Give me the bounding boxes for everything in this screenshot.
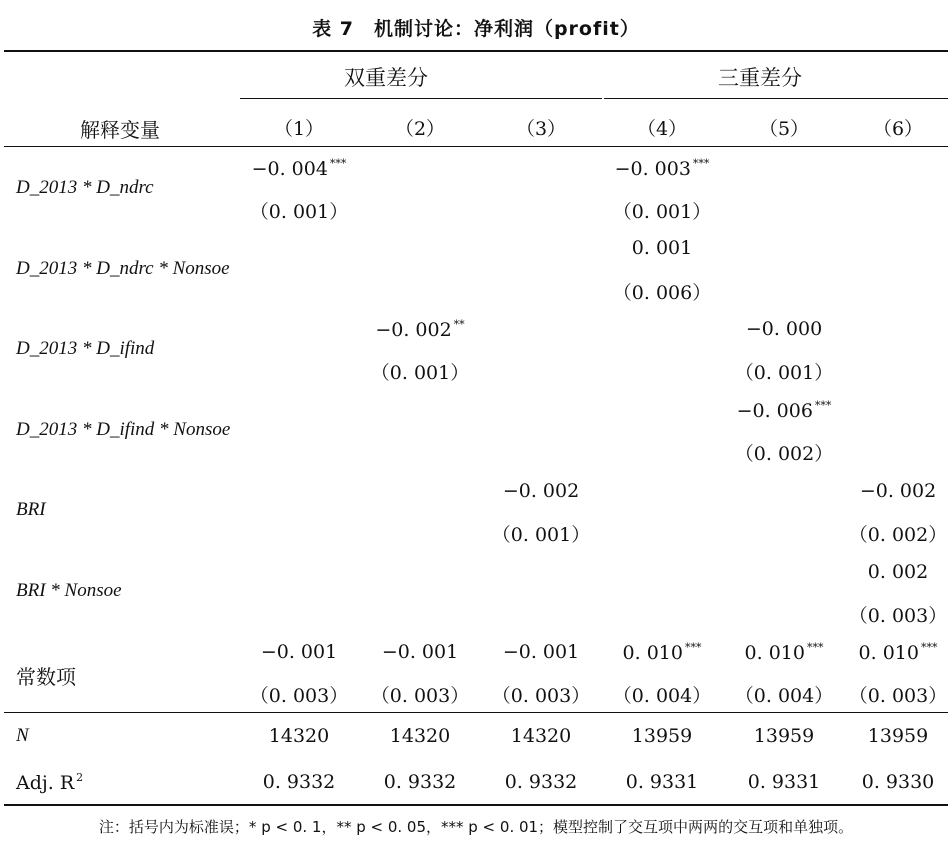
- se-r7-c6: （0. 003）: [848, 685, 948, 707]
- coef-r2-c4: 0. 001: [631, 237, 693, 259]
- row-label-bri-nonsoe: BRI * Nonsoe: [16, 580, 122, 601]
- top-rule: [4, 50, 948, 52]
- bottom-rule: [4, 804, 948, 806]
- r2-c5: 0. 9331: [747, 771, 821, 793]
- se-r7-c4: （0. 004）: [612, 685, 712, 707]
- n-c5: 13959: [753, 725, 815, 747]
- coef-r5-c6: −0. 002: [859, 480, 937, 502]
- coef-r7-c4: 0. 010 ***: [622, 641, 702, 664]
- coef-r7-c6: 0. 010 ***: [858, 641, 938, 664]
- coef-r3-c5: −0. 000: [745, 318, 823, 340]
- coef-r7-c2: −0. 001: [381, 641, 459, 663]
- col-header-6: （6）: [872, 118, 924, 140]
- n-c2: 14320: [389, 725, 451, 747]
- coef-r3-c2: −0. 002 **: [375, 318, 465, 341]
- row-label-d2013-ndrc-nonsoe: D_2013 * D_ndrc * Nonsoe: [16, 258, 230, 279]
- group-header-did: 双重差分: [344, 66, 428, 90]
- se-r1-c1: （0. 001）: [249, 201, 349, 223]
- n-c3: 14320: [510, 725, 572, 747]
- se-r3-c5: （0. 001）: [734, 362, 834, 384]
- se-r5-c3: （0. 001）: [491, 524, 591, 546]
- se-r2-c4: （0. 006）: [612, 282, 712, 304]
- n-c1: 14320: [268, 725, 330, 747]
- coef-r4-c5: −0. 006 ***: [736, 399, 832, 422]
- var-header: 解释变量: [80, 118, 160, 142]
- col-header-3: （3）: [515, 118, 567, 140]
- stats-rule: [4, 712, 948, 713]
- se-r7-c5: （0. 004）: [734, 685, 834, 707]
- se-r7-c2: （0. 003）: [370, 685, 470, 707]
- table-title: 表 7 机制讨论：净利润（profit）: [312, 18, 640, 40]
- se-r4-c5: （0. 002）: [734, 443, 834, 465]
- se-r3-c2: （0. 001）: [370, 362, 470, 384]
- col-header-1: （1）: [273, 118, 325, 140]
- n-c4: 13959: [631, 725, 693, 747]
- se-r7-c1: （0. 003）: [249, 685, 349, 707]
- row-label-bri: BRI: [16, 499, 46, 520]
- r2-c2: 0. 9332: [383, 771, 457, 793]
- coef-r1-c4: −0. 003 ***: [614, 157, 710, 180]
- group-header-ddd: 三重差分: [718, 66, 802, 90]
- col-header-5: （5）: [758, 118, 810, 140]
- coef-r6-c6: 0. 002: [867, 561, 929, 583]
- row-label-constant: 常数项: [16, 665, 76, 689]
- se-r7-c3: （0. 003）: [491, 685, 591, 707]
- se-r5-c6: （0. 002）: [848, 524, 948, 546]
- header-rule: [4, 146, 948, 147]
- row-label-d2013-ifind: D_2013 * D_ifind: [16, 338, 155, 359]
- r2-c3: 0. 9332: [504, 771, 578, 793]
- row-label-d2013-ndrc: D_2013 * D_ndrc: [16, 177, 154, 198]
- coef-r7-c1: −0. 001: [260, 641, 338, 663]
- coef-r7-c3: −0. 001: [502, 641, 580, 663]
- se-r1-c4: （0. 001）: [612, 201, 712, 223]
- r2-c4: 0. 9331: [625, 771, 699, 793]
- coef-r5-c3: −0. 002: [502, 480, 580, 502]
- coef-r1-c1: −0. 004 ***: [251, 157, 347, 180]
- coef-r7-c5: 0. 010 ***: [744, 641, 824, 664]
- group-rule-did: [240, 98, 602, 99]
- r2-c6: 0. 9330: [861, 771, 935, 793]
- group-rule-ddd: [604, 98, 948, 99]
- row-label-d2013-ifind-nonsoe: D_2013 * D_ifind * Nonsoe: [16, 419, 231, 440]
- row-label-adj-r2: Adj. R $^2$: [16, 771, 84, 794]
- r2-c1: 0. 9332: [262, 771, 336, 793]
- row-label-n: N: [16, 725, 29, 746]
- table-note: 注：括号内为标准误；* p < 0. 1，** p < 0. 05，*** p < 0. 01；模型控制了交互项中两两的交互项和单独项。: [98, 818, 854, 836]
- n-c6: 13959: [867, 725, 929, 747]
- col-header-2: （2）: [394, 118, 446, 140]
- se-r6-c6: （0. 003）: [848, 605, 948, 627]
- col-header-4: （4）: [636, 118, 688, 140]
